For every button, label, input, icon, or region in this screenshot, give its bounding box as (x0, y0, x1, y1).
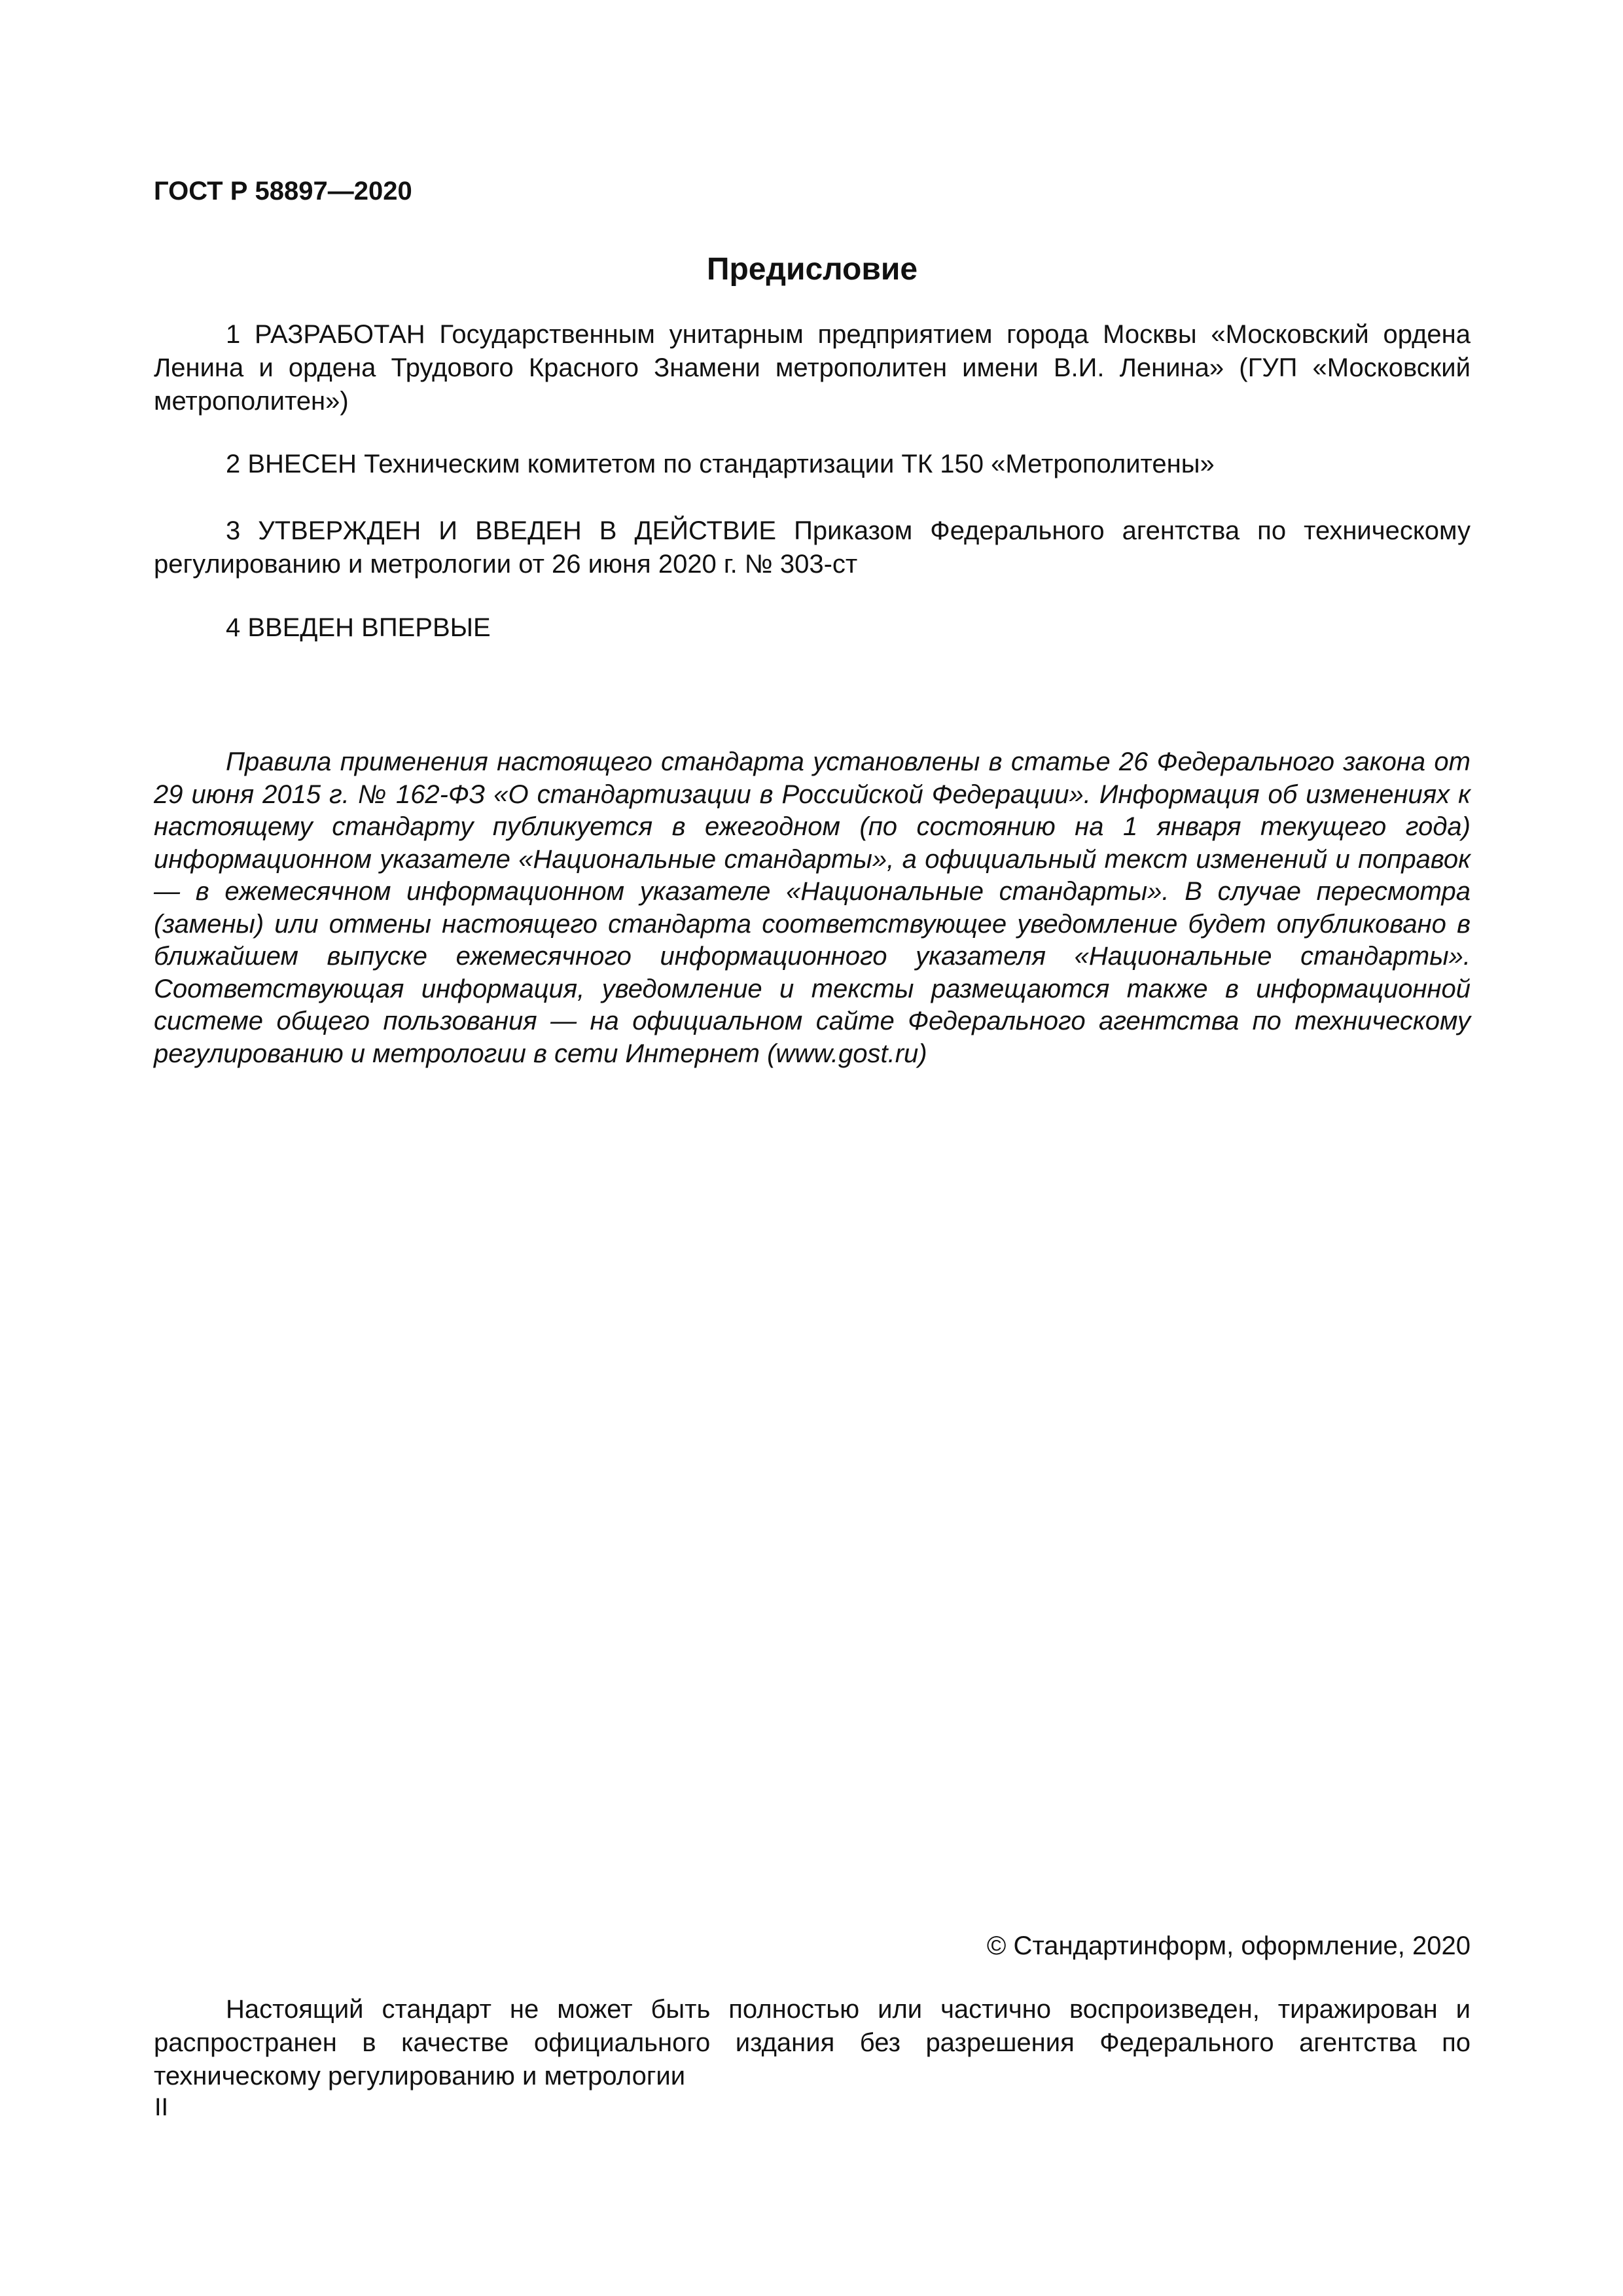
foreword-item-submitted: 2 ВНЕСЕН Техническим комитетом по стандартизации ТК 150 «Метрополитены» (226, 450, 1215, 478)
copyright-notice: © Стандартинформ, оформление, 2020 (986, 1931, 1471, 1960)
application-rules-notice: Правила применения настоящего стандарта установлены в статье 26 Федерального закона от 29 июня 2015 г. № 162-ФЗ «О стандартизации в Российской Федерации». Информация об изменениях к настоящему стандарту публикуется в ежегодном (по состоянию на 1 января текущего года) информационном указателе «Национальные стандарты», а официальный текст изменений и поправок — в ежемесячном информационном указателе «Национальные стандарты». В случае пересмотра (замены) или отмены настоящего стандарта соответствующее уведомление будет опубликовано в ближайшем выпуске ежемесячного информационного указателя «Национальные стандарты». Соответствующая информация, уведомление и тексты размещаются также в информационной системе общего пользования — на официальном сайте Федерального агентства по техническому регулированию и метрологии в сети Интернет (www.gost.ru) (154, 747, 1471, 1068)
document-code: ГОСТ Р 58897—2020 (154, 177, 412, 206)
foreword-item-approved: 3 УТВЕРЖДЕН И ВВЕДЕН В ДЕЙСТВИЕ Приказом Федерального агентства по техническому регулированию и метрологии от 26 июня 2020 г. № 303-ст (154, 516, 1471, 579)
foreword-item-developed: 1 РАЗРАБОТАН Государственным унитарным предприятием города Москвы «Московский ордена Ленина и ордена Трудового Красного Знамени метрополитен имени В.И. Ленина» (ГУП «Московский метрополитен») (154, 320, 1471, 416)
foreword-item-introduced: 4 ВВЕДЕН ВПЕРВЫЕ (226, 613, 491, 642)
page-number: II (154, 2094, 169, 2121)
reproduction-restriction: Настоящий стандарт не может быть полностью или частично воспроизведен, тиражирован и распространен в качестве официального издания без разрешения Федерального агентства по техническому регулированию и метрологии (154, 1995, 1471, 2090)
page-title: Предисловие (706, 252, 918, 287)
